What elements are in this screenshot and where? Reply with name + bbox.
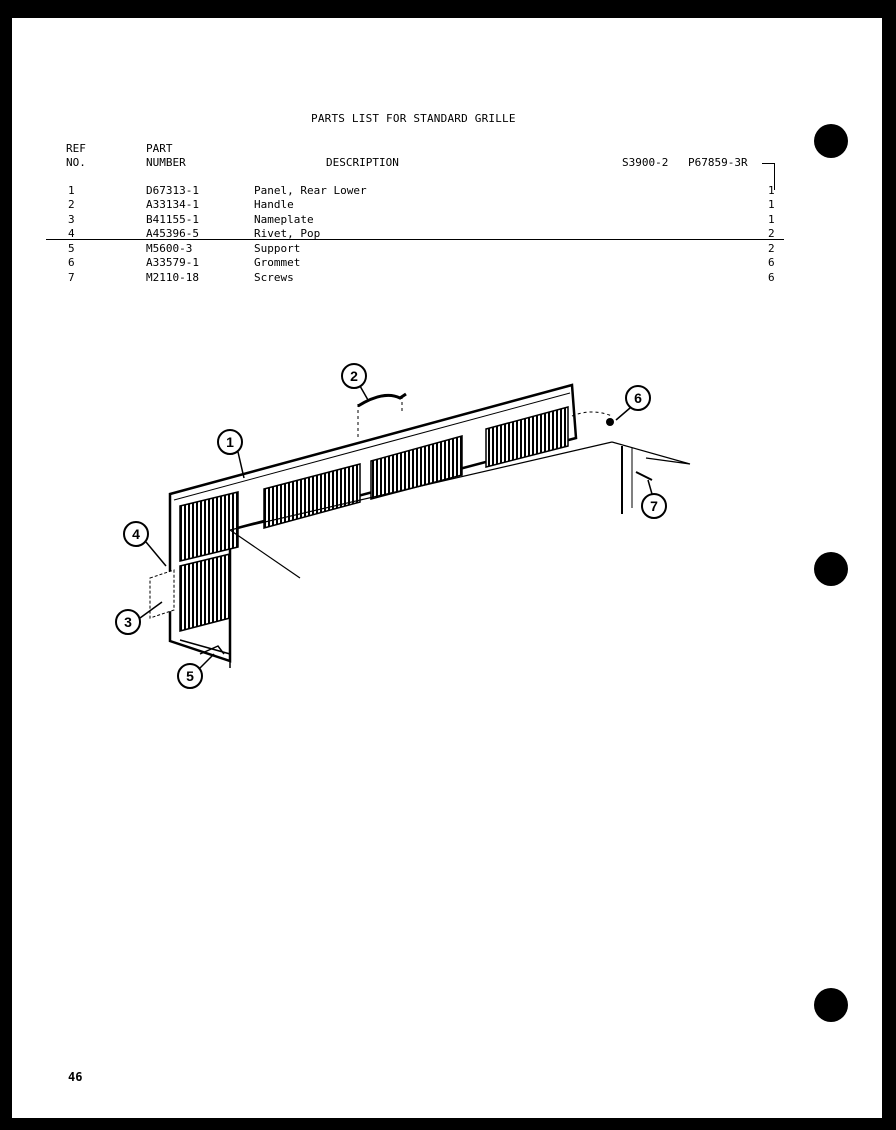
row-qty: 2 <box>768 242 775 255</box>
callout-1 <box>218 430 244 478</box>
row-ref: 3 <box>68 213 75 226</box>
row-ref: 2 <box>68 198 75 211</box>
nameplate <box>150 570 174 618</box>
row-part: D67313-1 <box>146 184 199 197</box>
row-ref: 7 <box>68 271 75 284</box>
header-part-line1: PART <box>146 142 173 155</box>
row-ref: 6 <box>68 256 75 269</box>
row-desc: Handle <box>254 198 294 211</box>
header-ref-line2: NO. <box>66 156 86 169</box>
screw <box>636 472 652 480</box>
callout-4-label: 4 <box>132 526 140 542</box>
row-qty: 6 <box>768 271 775 284</box>
callout-3-label: 3 <box>124 614 132 630</box>
header-model-2: P67859-3R <box>688 156 748 169</box>
row-desc: Rivet, Pop <box>254 227 321 240</box>
page-number: 46 <box>68 1070 83 1084</box>
callout-5 <box>178 654 214 688</box>
header-part-line2: NUMBER <box>146 156 186 169</box>
row-part: A33134-1 <box>146 198 199 211</box>
callout-6-label: 6 <box>634 390 642 406</box>
header-model-1: S3900-2 <box>622 156 669 169</box>
row-desc: Screws <box>254 271 294 284</box>
callout-2-label: 2 <box>350 368 358 384</box>
callout-1-label: 1 <box>226 434 234 450</box>
row-ref: 1 <box>68 184 75 197</box>
row-qty: 2 <box>768 227 775 240</box>
rear-lower-panel <box>170 385 576 661</box>
row-ref: 5 <box>68 242 75 255</box>
row-part: A33579-1 <box>146 256 199 269</box>
row-desc: Support <box>254 242 301 255</box>
row-qty: 1 <box>768 213 775 226</box>
grommet <box>606 418 614 426</box>
callout-3 <box>116 602 162 634</box>
row-desc: Nameplate <box>254 213 314 226</box>
row-qty: 1 <box>768 198 775 211</box>
header-description: DESCRIPTION <box>326 156 399 169</box>
catalog-page <box>12 18 882 1118</box>
header-ref-line1: REF <box>66 142 86 155</box>
callout-7 <box>642 480 666 518</box>
callout-5-label: 5 <box>186 668 194 684</box>
row-desc: Panel, Rear Lower <box>254 184 367 197</box>
row-qty: 1 <box>768 184 775 197</box>
grille-exploded-diagram <box>12 18 882 1118</box>
callout-7-label: 7 <box>650 498 658 514</box>
page-title: PARTS LIST FOR STANDARD GRILLE <box>311 112 516 125</box>
row-part: B41155-1 <box>146 213 199 226</box>
row-part: A45396-5 <box>146 227 199 240</box>
callout-6 <box>616 386 650 420</box>
row-ref: 4 <box>68 227 75 240</box>
row-part: M5600-3 <box>146 242 193 255</box>
row-desc: Grommet <box>254 256 301 269</box>
callout-4 <box>124 522 166 566</box>
callout-2 <box>342 364 368 400</box>
row-part: M2110-18 <box>146 271 199 284</box>
row-qty: 6 <box>768 256 775 269</box>
